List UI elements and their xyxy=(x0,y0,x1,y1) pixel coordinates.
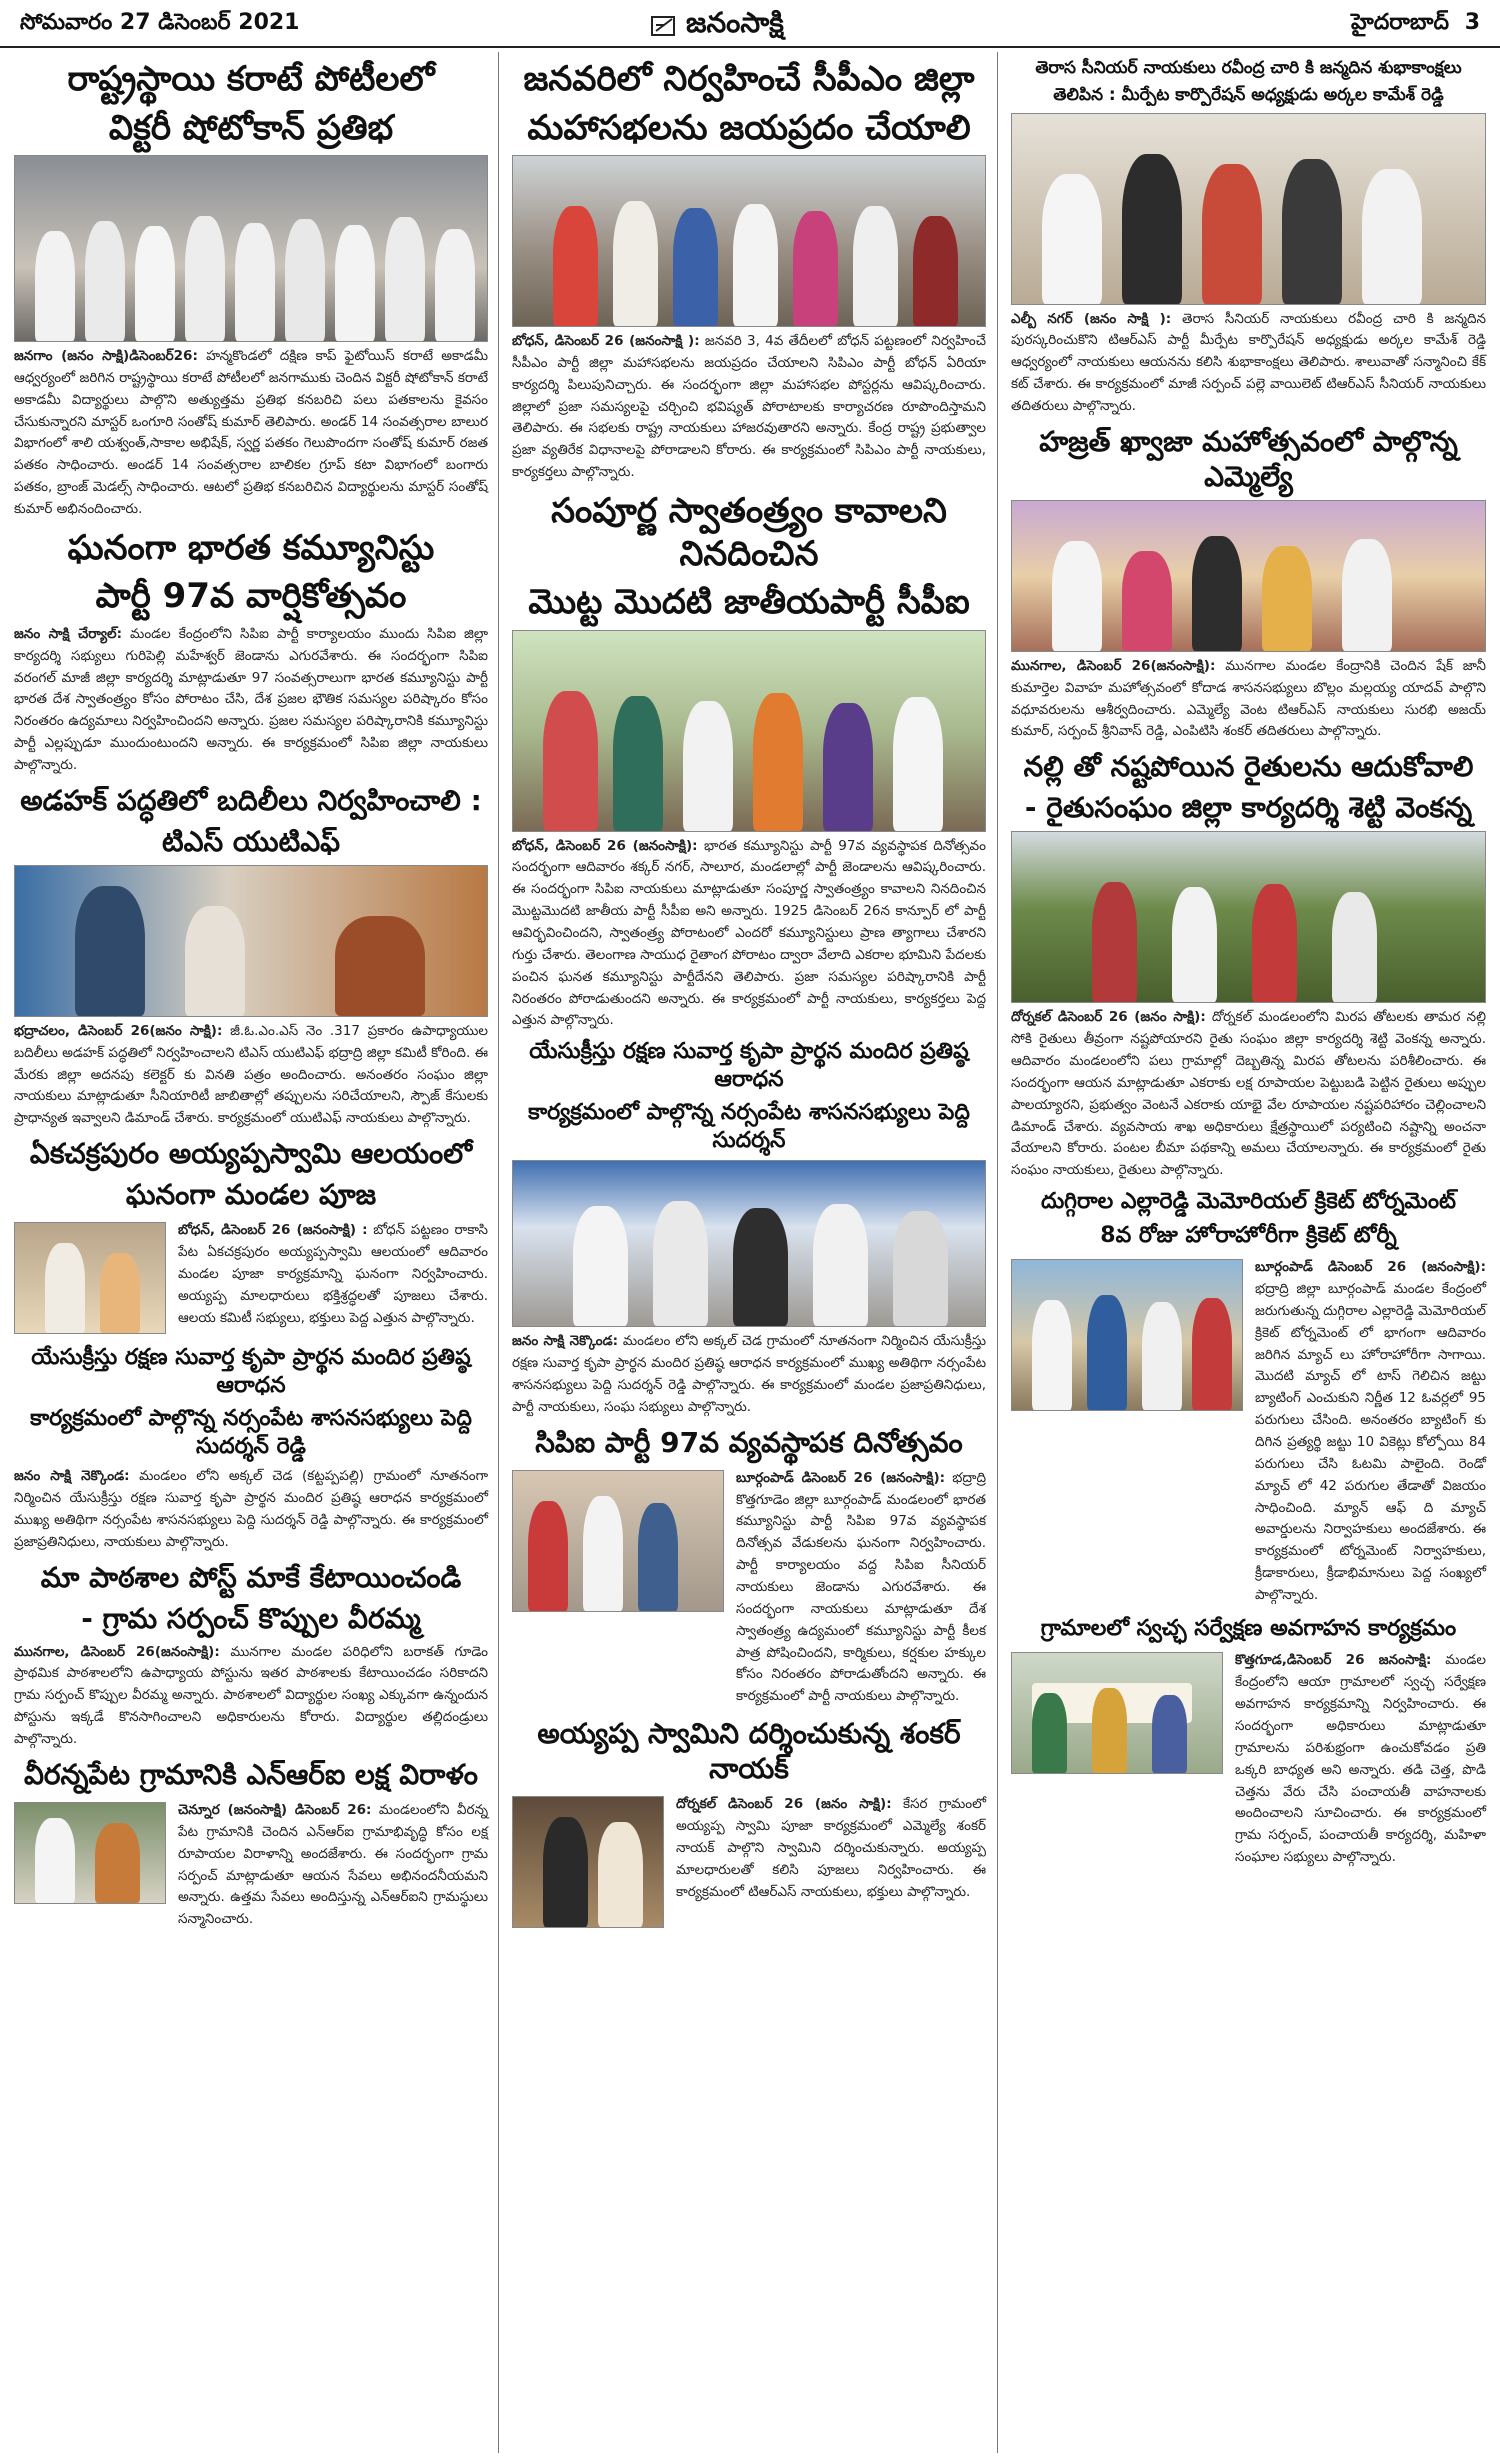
headline: అడహక్ పద్ధతిలో బదిలీలు నిర్వహించాలి : xyxy=(20,783,482,817)
headline: దుగ్గిరాల ఎల్లారెడ్డి మెమోరియల్ క్రికెట్ టోర్నమెంట్ xyxy=(1041,1189,1456,1215)
photo-donation xyxy=(14,1802,166,1904)
headline: యేసుక్రీస్తు రక్షణ సువార్త కృపా ప్రార్థన మందిర ప్రతిష్ఠ ఆరాధన xyxy=(31,1345,471,1398)
quill-logo-icon xyxy=(650,13,680,39)
headline: - రైతుసంఘం జిల్లా కార్యదర్శి శెట్టి వెంకన్న xyxy=(1024,791,1473,825)
headline: ఘనంగా మండల పూజ xyxy=(125,1178,377,1212)
headline: కార్యక్రమంలో పాల్గొన్న నర్సంపేట శాసనసభ్యులు పెద్ది సుదర్శన్ xyxy=(528,1100,970,1153)
photo-karate-students xyxy=(14,155,488,342)
article-cpi-independence xyxy=(506,490,992,1032)
article-swachh-survey xyxy=(1005,1615,1492,1871)
headline: సిపిఐ పార్టీ 97వ వ్యవస్థాపక దినోత్సవం xyxy=(535,1425,963,1459)
headline: విక్టరీ షోటోకాన్ ప్రతిభ xyxy=(108,107,394,148)
photo-wedding xyxy=(1011,500,1486,652)
headline: వీరన్నపేట గ్రామానికి ఎన్ఆర్ఐ లక్ష విరాళం xyxy=(24,1757,478,1791)
headline: 8వ రోజు హోరాహోరీగా క్రికెట్ టోర్నీ xyxy=(1100,1222,1397,1248)
paper-title: జనంసాక్షి xyxy=(686,6,784,39)
photo-flag-hoisting xyxy=(512,630,986,832)
article-school-post xyxy=(8,1560,494,1751)
column-1 xyxy=(8,52,494,2453)
article-church-mla xyxy=(506,1038,992,1418)
article-cpi-foundation-day xyxy=(506,1425,992,1710)
article-body: జనం సాక్షి చేర్యాల్: మండల కేంద్రంలోని సిపిఐ పార్టీ కార్యాలయం ముందు సిపిఐ జిల్లా కార్యదర్శి సభ్యులు గురిపెల్లి మహేశ్వర్ జెండాను ఎగురవేశారు. ఈ సందర్భంగా సిపిఐ వరంగల్ మాజీ జిల్లా కార్యదర్శి మాట్లాడుతూ 97 సంవత్సరాలుగా భారత కమ్యూనిస్టు పార్టీ భారత దేశ స్వాతంత్ర్యం కోసం పోరాటం చేసి, దేశ ప్రజల భౌతిక సమస్యల పరిష్కారం కోసం నిరంతరం ఉద్యమాలు నిర్వహించిందని అన్నారు. ప్రజల సమస్యల పరిష్కారానికి కమ్యూనిస్టు పార్టీ ఎల్లప్పుడూ ముందుంటుందని అన్నారు. ఈ కార్యక్రమంలో సిపిఐ జిల్లా నాయకులు పాల్గొన్నారు. xyxy=(14,625,488,774)
article-body: దోర్నకల్ డిసెంబర్ 26 (జనం సాక్షి): దోర్నకల్ మండలంలోని మిరప తోటలకు తామర నల్లి సోకి రైతులు తీవ్రంగా నష్టపోయారని రైతు సంఘం జిల్లా కార్యదర్శి శెట్టి వెంకన్న అన్నారు. ఆదివారం మండలంలోని పలు గ్రామాల్లో దెబ్బతిన్న మిరప తోటలను పరిశీలించారు. ఈ సందర్భంగా ఆయన మాట్లాడుతూ ఎకరాకు లక్ష రూపాయల పెట్టుబడి పెట్టిన రైతులు అప్పుల పాలయ్యారని, ప్రభుత్వం వెంటనే ఎకరాకు యాభై వేల రూపాయల నష్టపరిహారం చెల్లించాలని డిమాండ్ చేశారు. వ్యవసాయ శాఖ అధికారులు క్షేత్రస్థాయిలో పర్యటించి నష్టాన్ని అంచనా వేయాలని కోరారు. పంటల బీమా పథకాన్ని అమలు చేయాలన్నారు. ఈ కార్యక్రమంలో రైతు సంఘం నాయకులు, రైతులు పాల్గొన్నారు. xyxy=(1011,1009,1486,1179)
column-2 xyxy=(506,52,992,2453)
article-body: కొత్తగూడ,డిసెంబర్ 26 జనంసాక్షి: మండల కేంద్రంలోని ఆయా గ్రామాలలో స్వచ్ఛ సర్వేక్షణ అవగాహన కార్యక్రమాన్ని నిర్వహించారు. ఈ సందర్భంగా అధికారులు మాట్లాడుతూ గ్రామాలను పరిశుభ్రంగా ఉంచుకోవడం ప్రతి ఒక్కరి బాధ్యత అని అన్నారు. తడి చెత్త, పొడి చెత్తను వేరు చేసి పంచాయతీ వాహనాలకు అందించాలని సూచించారు. ఈ కార్యక్రమంలో గ్రామ సర్పంచ్, పంచాయతీ కార్యదర్శి, మహిళా సంఘాల సభ్యులు పాల్గొన్నారు. xyxy=(1235,1652,1486,1866)
article-tsutf xyxy=(8,783,494,1130)
headline: తెరాస సీనియర్ నాయకులు రవీంద్ర చారి కి జన్మదిన శుభాకాంక్షలు xyxy=(1035,58,1462,78)
article-cricket xyxy=(1005,1188,1492,1609)
article-birthday-wishes xyxy=(1005,58,1492,418)
headline: గ్రామాలలో స్వచ్ఛ సర్వేక్షణ అవగాహన కార్యక్రమం xyxy=(1040,1615,1457,1641)
article-body: బూర్గంపాడ్ డిసెంబర్ 26 (జనంసాక్షి): భద్రాద్రి జిల్లా బూర్గంపాడ్ మండల కేంద్రంలో జరుగుతున్న దుగ్గిరాల ఎల్లారెడ్డి మెమోరియల్ క్రికెట్ టోర్నమెంట్ లో భాగంగా ఆదివారం జరిగిన మ్యాచ్ లు హోరాహోరీగా సాగాయి. మొదటి మ్యాచ్ లో టాస్ గెలిచిన జట్టు బ్యాటింగ్ ఎంచుకుని నిర్ణీత 12 ఓవర్లలో 95 పరుగులు చేసింది. అనంతరం బ్యాటింగ్ కు దిగిన ప్రత్యర్థి జట్టు 10 వికెట్లు కోల్పోయి 84 పరుగులు చేసి ఓటమి పాలైంది. రెండో మ్యాచ్ లో 42 పరుగుల తేడాతో విజయం సాధించింది. మ్యాన్ ఆఫ్ ది మ్యాచ్ అవార్డులను నిర్వాహకులు అందజేశారు. ఈ కార్యక్రమంలో టోర్నమెంట్ నిర్వాహకులు, క్రీడాకారులు, క్రీడాభిమానులు పెద్ద సంఖ్యలో పాల్గొన్నారు. xyxy=(1255,1259,1486,1603)
headline: జనవరిలో నిర్వహించే సీపీఎం జిల్లా xyxy=(523,59,975,99)
headline: కార్యక్రమంలో పాల్గొన్న నర్సంపేట శాసనసభ్యులు పెద్ది సుదర్శన్ రెడ్డి xyxy=(30,1406,472,1459)
article-ayyappa-mla xyxy=(506,1716,992,1932)
headline: రాష్ట్రస్థాయి కరాటే పోటీలలో xyxy=(67,59,435,99)
article-body: మునగాల, డిసెంబర్ 26(జనంసాక్షి): మునగాల మండల పరిధిలోని బరాకత్ గూడెం ప్రాథమిక పాఠశాలలోని ఉపాధ్యాయ పోస్టును ఇతర పాఠశాలకు కేటాయించడం సరికాదని గ్రామ సర్పంచ్ కొప్పుల వీరమ్మ అన్నారు. పాఠశాలలో విద్యార్థుల సంఖ్య ఎక్కువగా ఉన్నందున పోస్టును ఇక్కడే కొనసాగించాలని అధికారులను కోరారు. విద్యార్థుల తల్లిదండ్రులు పాల్గొన్నారు. xyxy=(14,1643,488,1748)
headline: టిఎస్ యుటిఎఫ్ xyxy=(161,824,341,858)
photo-memorandum xyxy=(14,865,488,1017)
column-3 xyxy=(1005,52,1492,2453)
headline: - గ్రామ సర్పంచ్ కొప్పుల వీరమ్మ xyxy=(81,1601,421,1635)
headline: పార్టీ 97వ వార్షికోత్సవం xyxy=(95,576,407,617)
photo-cricket-prize xyxy=(1011,1259,1243,1411)
photo-chilli-field xyxy=(1011,831,1486,1003)
headline: నల్లి తో నష్టపోయిన రైతులను ఆదుకోవాలి xyxy=(1023,750,1474,784)
photo-ayyappa-darshan xyxy=(512,1796,664,1928)
article-body: ఎల్బీ నగర్ (జనం సాక్షి ): తెరాస సీనియర్ నాయకులు రవీంద్ర చారి కి జన్మదిన పురస్కరించుకొని టిఆర్ఎస్ పార్టీ మీర్పేట కార్పొరేషన్ అధ్యక్షుడు అర్కల కామేశ్ రెడ్డి ఆధ్వర్యంలో నాయకులు ఆయనను కలిసి శుభాకాంక్షలు తెలిపారు. శాలువాతో సన్మానించి కేక్ కట్ చేశారు. ఈ కార్యక్రమంలో మాజీ సర్పంచ్ పల్లె వాయిలెట్ టిఆర్ఎస్ సీనియర్ నాయకులు తదితరులు పాల్గొన్నారు. xyxy=(1011,310,1486,414)
photo-awareness-rally xyxy=(1011,1652,1223,1774)
headline: హజ్రత్ ఖ్వాజా మహోత్సవంలో పాల్గొన్న ఎమ్మెల్యే xyxy=(1039,424,1458,493)
edition-city: హైదరాబాద్ xyxy=(1351,10,1450,35)
headline: అయ్యప్ప స్వామిని దర్శించుకున్న శంకర్ నాయక్ xyxy=(537,1717,961,1786)
paper-name xyxy=(650,6,784,46)
photo-church-event xyxy=(512,1160,986,1327)
headline: ఏకచక్రపురం అయ్యప్పస్వామి ఆలయంలో xyxy=(29,1137,473,1171)
page-number: 3 xyxy=(1464,10,1480,35)
article-body: బోధన్, డిసెంబర్ 26 (జనంసాక్షి) : బోధన్ పట్టణం రాకాసి పేట ఏకచక్రపురం అయ్యప్పస్వామి ఆలయంలో ఆదివారం మండల పూజా కార్యక్రమాన్ని ఘనంగా నిర్వహించారు. అయ్యప్ప మాలధారులు భక్తిశ్రద్ధలతో పూజలు చేశారు. ఆలయ కమిటీ సభ్యులు, భక్తులు పెద్ద ఎత్తున పాల్గొన్నారు. xyxy=(178,1222,488,1326)
headline: మా పాఠశాల పోస్ట్ మాకే కేటాయించండి xyxy=(40,1560,462,1594)
photo-puja xyxy=(14,1222,166,1334)
article-body: భద్రాచలం, డిసెంబర్ 26(జనం సాక్షి): జీ.ఓ.ఎం.ఎస్ నెం .317 ప్రకారం ఉపాధ్యాయుల బదిలీలు అడహక్ పద్ధతిలో నిర్వహించాలని టిఎస్ యుటిఎఫ్ భద్రాద్రి జిల్లా కమిటీ కోరింది. ఈ మేరకు జిల్లా అదనపు కలెక్టర్ కు వినతి పత్రం అందించారు. అనంతరం సంఘం జిల్లా నాయకులు మాట్లాడుతూ సీనియారిటీ జాబితాల్లో తప్పులను సరిచేయాలని, స్పౌజ్ కేసులకు ప్రాధాన్యత ఇవ్వాలని డిమాండ్ చేశారు. కార్యక్రమంలో యుటిఎఫ్ నాయకులు పాల్గొన్నారు. xyxy=(14,1022,488,1127)
article-body: జనం సాక్షి నెక్కొండ: మండలం లోని అక్కల్ చెడ (కట్టప్పపల్లి) గ్రామంలో నూతనంగా నిర్మించిన యేసుక్రీస్తు రక్షణ సువార్త కృపా ప్రార్థన మందిర ప్రతిష్ఠ ఆరాధన కార్యక్రమంలో ముఖ్య అతిథిగా నర్సంపేట శాసనసభ్యులు పెద్ది సుదర్శన్ రెడ్డి పాల్గొన్నారు. ఈ కార్యక్రమంలో ప్రజాప్రతినిధులు, నాయకులు పాల్గొన్నారు. xyxy=(14,1468,488,1550)
article-nri-donation xyxy=(8,1757,494,1933)
masthead xyxy=(0,0,1500,48)
article-body: బోధన్, డిసెంబర్ 26 (జనంసాక్షి ): జనవరి 3, 4వ తేదీలలో బోధన్ పట్టణంలో నిర్వహించే సీపీఎం పార్టీ జిల్లా మహాసభలను జయప్రదం చేయాలని సిపిఎం పార్టీ బోధన్ ఏరియా కార్యదర్శి పిలుపునిచ్చారు. ఈ సందర్భంగా జిల్లా మహాసభల పోస్టర్లను ఆవిష్కరించారు. జిల్లాలో ప్రజా సమస్యలపై చర్చించి భవిష్యత్ పోరాటాలకు కార్యాచరణ రూపొందిస్తామని తెలిపారు. ఈ సభలకు రాష్ట్ర నాయకులు హాజరవుతారని అన్నారు. కేంద్ర రాష్ట్ర ప్రభుత్వాల ప్రజా వ్యతిరేక విధానాలపై పోరాడాలని కోరారు. ఈ కార్యక్రమంలో సిపిఎం పార్టీ నాయకులు, కార్యకర్తలు పాల్గొన్నారు. xyxy=(512,333,986,481)
column-divider xyxy=(498,52,499,2453)
photo-poster-release xyxy=(512,155,986,327)
article-body: మునగాల, డిసెంబర్ 26(జనంసాక్షి): మునగాల మండల కేంద్రానికి చెందిన షేక్ జానీ కుమార్తెల వివాహ మహోత్సవంలో కోదాడ శాసనసభ్యులు బొల్లం మల్లయ్య యాదవ్ పాల్గొని వధూవరులను ఆశీర్వదించారు. ఎమ్మెల్యే వెంట టిఆర్ఎస్ నాయకులు సురభి అజయ్ కుమార్, సర్పంచ్ శ్రీనివాస్ రెడ్డి, ఎంపిటిసి శంకర్ తదితరులు పాల్గొన్నారు. xyxy=(1011,657,1486,740)
article-body: చెన్నూర (జనంసాక్షి) డిసెంబర్ 26: మండలంలోని వీరన్న పేట గ్రామానికి చెందిన ఎన్ఆర్ఐ గ్రామాభివృద్ధి కోసం లక్ష రూపాయల విరాళాన్ని అందజేశారు. ఈ సందర్భంగా గ్రామ సర్పంచ్ మాట్లాడుతూ ఆయన సేవలు అభినందనీయమని అన్నారు. ఉత్తమ సేవలు అందిస్తున్న ఎన్ఆర్ఐని గ్రామస్థులు సన్మానించారు. xyxy=(178,1801,488,1928)
article-farmers xyxy=(1005,749,1492,1182)
article-body: బూర్గంపాడ్ డిసెంబర్ 26 (జనంసాక్షి): భద్రాద్రి కొత్తగూడెం జిల్లా బూర్గంపాడ్ మండలంలో భారత కమ్యూనిస్టు పార్టీ సిపిఐ 97వ వ్యవస్థాపక దినోత్సవ వేడుకలను ఘనంగా నిర్వహించారు. పార్టీ కార్యాలయం వద్ద సిపిఐ సీనియర్ నాయకులు జెండాను ఎగురవేశారు. ఈ సందర్భంగా నాయకులు మాట్లాడుతూ దేశ స్వాతంత్ర్య ఉద్యమంలో కమ్యూనిస్టు పార్టీ కీలక పాత్ర పోషించిందని, కార్మికులు, కర్షకుల హక్కుల కోసం నిరంతరం పోరాడుతోందని అన్నారు. ఈ కార్యక్రమంలో పార్టీ నాయకులు పాల్గొన్నారు. xyxy=(736,1469,986,1705)
headline: ఘనంగా భారత కమ్యూనిస్టు xyxy=(67,527,435,568)
headline: యేసుక్రీస్తు రక్షణ సువార్త కృపా ప్రార్థన మందిర ప్రతిష్ఠ ఆరాధన xyxy=(529,1039,969,1092)
article-church-dedication xyxy=(8,1344,494,1553)
photo-birthday xyxy=(1011,113,1486,305)
issue-date: సోమవారం 27 డిసెంబర్ 2021 xyxy=(20,10,300,35)
article-body: దోర్నకల్ డిసెంబర్ 26 (జనం సాక్షి): కేసర గ్రామంలో అయ్యప్ప స్వామి పూజా కార్యక్రమంలో ఎమ్మెల్యే శంకర్ నాయక్ పాల్గొని స్వామిని దర్శించుకున్నారు. అయ్యప్ప మాలధారులతో కలిసి పూజలు నిర్వహించారు. ఈ కార్యక్రమంలో టిఆర్ఎస్ నాయకులు, భక్తులు పాల్గొన్నారు. xyxy=(676,1796,986,1900)
headline: మొట్ట మొదటి జాతీయపార్టీ సీపీఐ xyxy=(528,582,970,623)
article-cpi-anniversary xyxy=(8,527,494,777)
article-cpm-conference xyxy=(506,58,992,484)
article-body: బోధన్, డిసెంబర్ 26 (జనంసాక్షి): భారత కమ్యూనిస్టు పార్టీ 97వ వ్యవస్థాపక దినోత్సవం సందర్భంగా ఆదివారం శక్కర్ నగర్, సాలూర, మండలాల్లో పార్టీ జెండాలను ఆవిష్కరించారు. ఈ సందర్భంగా సిపిఐ నాయకులు మాట్లాడుతూ సంపూర్ణ స్వాతంత్ర్యం కావాలని నినదించిన మొట్టమొదటి జాతీయ పార్టీ సీపీఐ అని అన్నారు. 1925 డిసెంబర్ 26న కాన్పూర్ లో పార్టీ ఆవిర్భవించిందని, స్వాతంత్ర్య పోరాటంలో ఎందరో కమ్యూనిస్టులు ప్రాణ త్యాగాలు చేశారని గుర్తు చేశారు. తెలంగాణ సాయుధ రైతాంగ పోరాటం ద్వారా వేలాది ఎకరాల భూమిని పేదలకు పంచిన ఘనత కమ్యూనిస్టు పార్టీదేనని తెలిపారు. ప్రజా సమస్యల పరిష్కారానికి పార్టీ నిరంతరం పోరాడుతుందని అన్నారు. ఈ కార్యక్రమంలో పార్టీ నాయకులు, కార్యకర్తలు పెద్ద ఎత్తున పాల్గొన్నారు. xyxy=(512,837,987,1029)
article-body: జనం సాక్షి నెక్కొండ: మండలం లోని అక్కల్ చెడ గ్రామంలో నూతనంగా నిర్మించిన యేసుక్రీస్తు రక్షణ సువార్త కృపా ప్రార్థన మందిర ప్రతిష్ఠ ఆరాధన కార్యక్రమంలో ముఖ్య అతిథిగా నర్సంపేట శాసనసభ్యులు పెద్ది సుదర్శన్ రెడ్డి పాల్గొన్నారు. ఈ కార్యక్రమంలో మండల ప్రజాప్రతినిధులు, పార్టీ నాయకులు, సంఘ సభ్యులు పాల్గొన్నారు. xyxy=(512,1333,986,1415)
headline: తెలిపిన : మీర్పేట కార్పొరేషన్ అధ్యక్షుడు అర్కల కామేశ్ రెడ్డి xyxy=(1053,85,1444,106)
headline: మహాసభలను జయప్రదం చేయాలి xyxy=(527,107,971,148)
photo-cpi-meeting xyxy=(512,1470,724,1612)
column-divider xyxy=(997,52,998,2453)
article-mla-wedding xyxy=(1005,424,1492,743)
edition xyxy=(1351,10,1480,40)
article-ayyappa-puja xyxy=(8,1136,494,1338)
article-karate xyxy=(8,58,494,521)
article-body: జనగాం (జనం సాక్షి)డిసెంబర్26: హన్మకొండలో దక్షిణ కాప్ ఫైటోయిస్ కరాటే అకాడమీ ఆధ్వర్యంలో జరిగిన రాష్ట్రస్థాయి కరాటే పోటీలలో జనగాముకు చెందిన విక్టరీ షోటోకాన్ కరాటే అకాడమీ విద్యార్థులు పాల్గొని అత్యుత్తమ ప్రతిభ కనబరిచి పలు పతకాలను కైవసం చేసుకున్నారని మాస్టర్ ఒంగూరి సంతోష్ కుమార్ తెలిపారు. అండర్ 14 సంవత్సరాల బాలుర విభాగంలో శాలి యశ్వంత్,సాకాల అభిషేక్, స్వర్ణ పతకం గెలుపొందగా సంతోష్ కుమార్ రజత పతకం సాధించారు. అండర్ 14 సంవత్సరాల బాలికల గ్రూప్ కటా విభాగంలో బంగారు పతకం, బ్రాంజ్ మెడల్స్ సాధించారు. ఆటలో ప్రతిభ కనబరిచిన విద్యార్థులను మాస్టర్ సంతోష్ కుమార్ అభినందించారు. xyxy=(14,348,489,518)
headline: సంపూర్ణ స్వాతంత్ర్యం కావాలని నినదించిన xyxy=(551,491,947,574)
